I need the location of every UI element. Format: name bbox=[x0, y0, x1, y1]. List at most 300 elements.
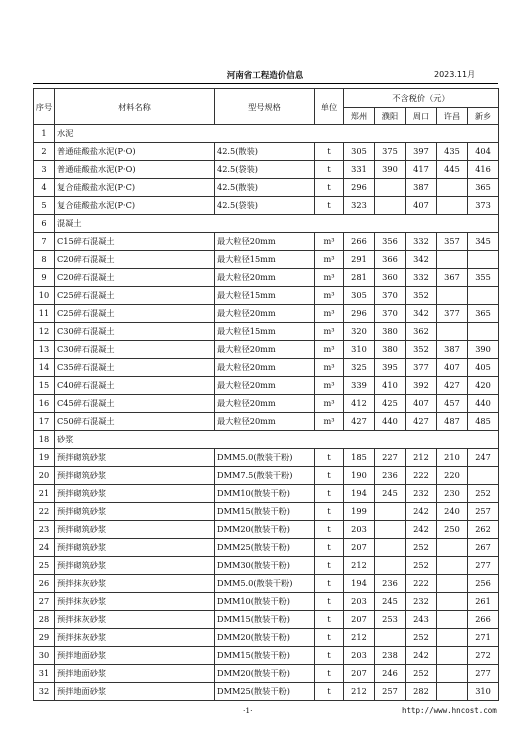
row-number: 23 bbox=[34, 521, 55, 539]
category-label: 砂浆 bbox=[55, 431, 499, 449]
row-number: 6 bbox=[34, 215, 55, 233]
price-cell: 332 bbox=[406, 269, 437, 287]
price-cell: 212 bbox=[406, 449, 437, 467]
price-cell: 277 bbox=[468, 557, 499, 575]
row-number: 30 bbox=[34, 647, 55, 665]
price-cell bbox=[437, 557, 468, 575]
col-header-city: 濮阳 bbox=[375, 108, 406, 125]
price-cell: 203 bbox=[344, 647, 375, 665]
material-name: C20碎石混凝土 bbox=[55, 269, 215, 287]
unit-cell: m³ bbox=[315, 233, 344, 251]
table-row bbox=[34, 305, 499, 323]
page-number: ·1· bbox=[243, 706, 253, 715]
price-cell: 296 bbox=[344, 179, 375, 197]
table-row bbox=[34, 161, 499, 179]
price-cell: 410 bbox=[375, 377, 406, 395]
unit-cell: t bbox=[315, 593, 344, 611]
price-cell: 256 bbox=[468, 575, 499, 593]
price-cell: 272 bbox=[468, 647, 499, 665]
price-cell bbox=[437, 323, 468, 341]
table-row bbox=[34, 377, 499, 395]
price-cell: 291 bbox=[344, 251, 375, 269]
material-spec: DMM20(散装干粉) bbox=[215, 521, 315, 539]
table-row bbox=[34, 611, 499, 629]
price-cell: 212 bbox=[344, 683, 375, 701]
price-cell: 445 bbox=[437, 161, 468, 179]
price-cell: 373 bbox=[468, 197, 499, 215]
table-row bbox=[34, 233, 499, 251]
unit-cell: m³ bbox=[315, 305, 344, 323]
price-cell: 407 bbox=[406, 197, 437, 215]
material-name: 预拌地面砂浆 bbox=[55, 683, 215, 701]
unit-cell: t bbox=[315, 629, 344, 647]
price-cell: 261 bbox=[468, 593, 499, 611]
material-spec: DMM25(散装干粉) bbox=[215, 683, 315, 701]
price-cell: 407 bbox=[406, 395, 437, 413]
unit-cell: t bbox=[315, 503, 344, 521]
table-row bbox=[34, 503, 499, 521]
row-number: 17 bbox=[34, 413, 55, 431]
row-number: 5 bbox=[34, 197, 55, 215]
price-cell: 267 bbox=[468, 539, 499, 557]
material-name: C25碎石混凝土 bbox=[55, 287, 215, 305]
price-cell: 271 bbox=[468, 629, 499, 647]
price-cell: 375 bbox=[375, 143, 406, 161]
material-name: C20碎石混凝土 bbox=[55, 251, 215, 269]
material-spec: 最大粒径20mm bbox=[215, 341, 315, 359]
row-number: 20 bbox=[34, 467, 55, 485]
price-cell: 352 bbox=[406, 341, 437, 359]
price-cell: 236 bbox=[375, 575, 406, 593]
table-row bbox=[34, 179, 499, 197]
price-cell: 190 bbox=[344, 467, 375, 485]
price-cell: 362 bbox=[406, 323, 437, 341]
material-spec: 42.5(袋装) bbox=[215, 197, 315, 215]
material-spec: DMM25(散装干粉) bbox=[215, 539, 315, 557]
price-cell: 331 bbox=[344, 161, 375, 179]
material-spec: DMM20(散装干粉) bbox=[215, 665, 315, 683]
price-cell bbox=[437, 593, 468, 611]
material-spec: DMM15(散装干粉) bbox=[215, 611, 315, 629]
unit-cell: t bbox=[315, 647, 344, 665]
price-cell bbox=[375, 503, 406, 521]
material-name: 预拌砌筑砂浆 bbox=[55, 557, 215, 575]
price-cell: 367 bbox=[437, 269, 468, 287]
table-row bbox=[34, 287, 499, 305]
col-header-spec: 型号规格 bbox=[215, 89, 315, 125]
price-cell: 356 bbox=[375, 233, 406, 251]
price-cell: 252 bbox=[406, 539, 437, 557]
price-cell: 339 bbox=[344, 377, 375, 395]
unit-cell: m³ bbox=[315, 359, 344, 377]
price-cell: 262 bbox=[468, 521, 499, 539]
price-cell: 387 bbox=[406, 179, 437, 197]
row-number: 19 bbox=[34, 449, 55, 467]
price-cell bbox=[437, 683, 468, 701]
material-name: 预拌抹灰砂浆 bbox=[55, 629, 215, 647]
col-header-price-group: 不含税价（元） bbox=[344, 89, 499, 108]
unit-cell: m³ bbox=[315, 413, 344, 431]
price-cell: 342 bbox=[406, 251, 437, 269]
unit-cell: t bbox=[315, 521, 344, 539]
material-spec: 最大粒径15mm bbox=[215, 323, 315, 341]
material-name: 复合硅酸盐水泥(P·C) bbox=[55, 179, 215, 197]
material-spec: DMM7.5(散装干粉) bbox=[215, 467, 315, 485]
table-row bbox=[34, 143, 499, 161]
row-number: 26 bbox=[34, 575, 55, 593]
price-cell: 395 bbox=[375, 359, 406, 377]
col-header-seq: 序号 bbox=[34, 89, 55, 125]
price-cell: 487 bbox=[437, 413, 468, 431]
col-header-city: 许昌 bbox=[437, 108, 468, 125]
price-cell: 212 bbox=[344, 629, 375, 647]
category-label: 混凝土 bbox=[55, 215, 499, 233]
table-row bbox=[34, 665, 499, 683]
price-cell bbox=[437, 197, 468, 215]
table-row bbox=[34, 647, 499, 665]
price-cell: 342 bbox=[406, 305, 437, 323]
price-cell: 238 bbox=[375, 647, 406, 665]
table-row bbox=[34, 269, 499, 287]
price-cell: 246 bbox=[375, 665, 406, 683]
col-header-city: 周口 bbox=[406, 108, 437, 125]
row-number: 4 bbox=[34, 179, 55, 197]
row-number: 10 bbox=[34, 287, 55, 305]
table-row bbox=[34, 539, 499, 557]
material-spec: DMM10(散装干粉) bbox=[215, 485, 315, 503]
price-cell: 220 bbox=[437, 467, 468, 485]
price-cell: 412 bbox=[344, 395, 375, 413]
price-cell: 365 bbox=[468, 305, 499, 323]
unit-cell: t bbox=[315, 683, 344, 701]
row-number: 22 bbox=[34, 503, 55, 521]
price-cell bbox=[437, 647, 468, 665]
row-number: 15 bbox=[34, 377, 55, 395]
table-row bbox=[34, 683, 499, 701]
unit-cell: m³ bbox=[315, 251, 344, 269]
price-cell bbox=[375, 197, 406, 215]
price-cell: 252 bbox=[406, 629, 437, 647]
price-cell: 323 bbox=[344, 197, 375, 215]
price-cell: 352 bbox=[406, 287, 437, 305]
price-cell: 407 bbox=[437, 359, 468, 377]
material-name: C25碎石混凝土 bbox=[55, 305, 215, 323]
material-spec: 最大粒径20mm bbox=[215, 305, 315, 323]
material-spec: DMM15(散装干粉) bbox=[215, 503, 315, 521]
material-spec: 最大粒径20mm bbox=[215, 413, 315, 431]
price-cell: 485 bbox=[468, 413, 499, 431]
unit-cell: t bbox=[315, 467, 344, 485]
price-cell: 240 bbox=[437, 503, 468, 521]
price-cell: 252 bbox=[406, 557, 437, 575]
price-cell: 457 bbox=[437, 395, 468, 413]
price-cell: 243 bbox=[406, 611, 437, 629]
price-cell: 199 bbox=[344, 503, 375, 521]
col-header-unit: 单位 bbox=[315, 89, 344, 125]
row-number: 31 bbox=[34, 665, 55, 683]
material-spec: 最大粒径15mm bbox=[215, 251, 315, 269]
category-row bbox=[34, 125, 499, 143]
material-spec: 最大粒径20mm bbox=[215, 377, 315, 395]
price-cell: 194 bbox=[344, 575, 375, 593]
price-cell: 296 bbox=[344, 305, 375, 323]
category-row bbox=[34, 431, 499, 449]
unit-cell: t bbox=[315, 575, 344, 593]
price-cell bbox=[437, 539, 468, 557]
price-cell: 207 bbox=[344, 611, 375, 629]
material-name: C45碎石混凝土 bbox=[55, 395, 215, 413]
table-row bbox=[34, 557, 499, 575]
price-cell bbox=[375, 521, 406, 539]
price-cell bbox=[437, 665, 468, 683]
row-number: 16 bbox=[34, 395, 55, 413]
price-cell: 232 bbox=[406, 485, 437, 503]
row-number: 9 bbox=[34, 269, 55, 287]
price-cell: 417 bbox=[406, 161, 437, 179]
material-spec: 最大粒径20mm bbox=[215, 233, 315, 251]
unit-cell: t bbox=[315, 179, 344, 197]
price-cell bbox=[437, 287, 468, 305]
price-cell: 380 bbox=[375, 341, 406, 359]
price-cell bbox=[375, 557, 406, 575]
row-number: 1 bbox=[34, 125, 55, 143]
price-cell: 230 bbox=[437, 485, 468, 503]
row-number: 7 bbox=[34, 233, 55, 251]
table-row bbox=[34, 449, 499, 467]
material-name: 普通硅酸盐水泥(P·O) bbox=[55, 143, 215, 161]
price-cell: 232 bbox=[406, 593, 437, 611]
row-number: 32 bbox=[34, 683, 55, 701]
price-cell: 203 bbox=[344, 593, 375, 611]
row-number: 27 bbox=[34, 593, 55, 611]
price-cell: 222 bbox=[406, 575, 437, 593]
unit-cell: m³ bbox=[315, 395, 344, 413]
price-cell: 252 bbox=[406, 665, 437, 683]
price-cell bbox=[468, 467, 499, 485]
price-cell: 266 bbox=[468, 611, 499, 629]
price-cell: 310 bbox=[344, 341, 375, 359]
row-number: 24 bbox=[34, 539, 55, 557]
price-cell: 416 bbox=[468, 161, 499, 179]
page-title: 河南省工程造价信息 bbox=[226, 71, 304, 81]
price-cell: 281 bbox=[344, 269, 375, 287]
table-row bbox=[34, 593, 499, 611]
price-cell bbox=[437, 611, 468, 629]
price-cell: 253 bbox=[375, 611, 406, 629]
row-number: 21 bbox=[34, 485, 55, 503]
price-cell: 185 bbox=[344, 449, 375, 467]
table-row bbox=[34, 341, 499, 359]
price-cell: 207 bbox=[344, 539, 375, 557]
col-header-city: 郑州 bbox=[344, 108, 375, 125]
material-spec: 42.5(袋装) bbox=[215, 161, 315, 179]
row-number: 25 bbox=[34, 557, 55, 575]
material-name: 预拌地面砂浆 bbox=[55, 647, 215, 665]
unit-cell: t bbox=[315, 539, 344, 557]
row-number: 11 bbox=[34, 305, 55, 323]
price-cell: 325 bbox=[344, 359, 375, 377]
material-name: 预拌砌筑砂浆 bbox=[55, 503, 215, 521]
row-number: 14 bbox=[34, 359, 55, 377]
price-cell: 245 bbox=[375, 593, 406, 611]
price-cell: 207 bbox=[344, 665, 375, 683]
table-row bbox=[34, 395, 499, 413]
material-spec: DMM30(散装干粉) bbox=[215, 557, 315, 575]
unit-cell: m³ bbox=[315, 323, 344, 341]
issue-date: 2023.11月 bbox=[434, 70, 476, 79]
row-number: 12 bbox=[34, 323, 55, 341]
price-cell: 266 bbox=[344, 233, 375, 251]
price-cell: 203 bbox=[344, 521, 375, 539]
material-name: C40碎石混凝土 bbox=[55, 377, 215, 395]
table-row bbox=[34, 323, 499, 341]
table-row bbox=[34, 251, 499, 269]
category-label: 水泥 bbox=[55, 125, 499, 143]
unit-cell: t bbox=[315, 449, 344, 467]
material-name: 预拌砌筑砂浆 bbox=[55, 521, 215, 539]
material-name: 预拌抹灰砂浆 bbox=[55, 593, 215, 611]
price-cell: 404 bbox=[468, 143, 499, 161]
price-cell bbox=[375, 179, 406, 197]
material-name: 预拌地面砂浆 bbox=[55, 665, 215, 683]
price-cell bbox=[437, 629, 468, 647]
price-cell: 427 bbox=[437, 377, 468, 395]
price-cell: 427 bbox=[344, 413, 375, 431]
price-cell bbox=[437, 251, 468, 269]
unit-cell: t bbox=[315, 143, 344, 161]
material-spec: DMM20(散装干粉) bbox=[215, 629, 315, 647]
price-cell: 242 bbox=[406, 503, 437, 521]
material-spec: 最大粒径20mm bbox=[215, 359, 315, 377]
material-name: 预拌砌筑砂浆 bbox=[55, 467, 215, 485]
price-table-body bbox=[34, 125, 499, 701]
price-cell: 245 bbox=[375, 485, 406, 503]
price-cell: 194 bbox=[344, 485, 375, 503]
material-spec: 42.5(散装) bbox=[215, 143, 315, 161]
price-cell: 320 bbox=[344, 323, 375, 341]
row-number: 18 bbox=[34, 431, 55, 449]
unit-cell: t bbox=[315, 485, 344, 503]
header-rule bbox=[33, 83, 498, 84]
price-cell: 247 bbox=[468, 449, 499, 467]
price-cell bbox=[375, 629, 406, 647]
row-number: 2 bbox=[34, 143, 55, 161]
price-cell: 440 bbox=[375, 413, 406, 431]
row-number: 28 bbox=[34, 611, 55, 629]
price-cell: 397 bbox=[406, 143, 437, 161]
unit-cell: t bbox=[315, 557, 344, 575]
material-name: 预拌砌筑砂浆 bbox=[55, 449, 215, 467]
table-row bbox=[34, 629, 499, 647]
table-row bbox=[34, 359, 499, 377]
unit-cell: m³ bbox=[315, 287, 344, 305]
price-cell: 310 bbox=[468, 683, 499, 701]
material-name: C15碎石混凝土 bbox=[55, 233, 215, 251]
price-cell: 377 bbox=[437, 305, 468, 323]
unit-cell: t bbox=[315, 161, 344, 179]
unit-cell: t bbox=[315, 611, 344, 629]
material-name: 普通硅酸盐水泥(P·O) bbox=[55, 161, 215, 179]
price-cell: 305 bbox=[344, 143, 375, 161]
category-row bbox=[34, 215, 499, 233]
material-spec: 最大粒径20mm bbox=[215, 269, 315, 287]
row-number: 13 bbox=[34, 341, 55, 359]
price-cell: 277 bbox=[468, 665, 499, 683]
price-cell: 366 bbox=[375, 251, 406, 269]
price-cell: 250 bbox=[437, 521, 468, 539]
table-row bbox=[34, 521, 499, 539]
price-cell: 387 bbox=[437, 341, 468, 359]
price-cell: 435 bbox=[437, 143, 468, 161]
table-row bbox=[34, 197, 499, 215]
unit-cell: t bbox=[315, 665, 344, 683]
price-cell: 390 bbox=[375, 161, 406, 179]
price-cell: 440 bbox=[468, 395, 499, 413]
material-spec: 最大粒径20mm bbox=[215, 395, 315, 413]
price-cell: 212 bbox=[344, 557, 375, 575]
unit-cell: m³ bbox=[315, 377, 344, 395]
price-cell: 236 bbox=[375, 467, 406, 485]
price-cell bbox=[437, 179, 468, 197]
price-cell: 357 bbox=[437, 233, 468, 251]
price-cell: 242 bbox=[406, 647, 437, 665]
price-cell: 282 bbox=[406, 683, 437, 701]
table-row bbox=[34, 485, 499, 503]
material-spec: DMM15(散装干粉) bbox=[215, 647, 315, 665]
price-cell: 360 bbox=[375, 269, 406, 287]
price-cell: 425 bbox=[375, 395, 406, 413]
price-cell: 257 bbox=[468, 503, 499, 521]
unit-cell: t bbox=[315, 197, 344, 215]
price-cell: 222 bbox=[406, 467, 437, 485]
price-cell bbox=[468, 323, 499, 341]
table-row bbox=[34, 575, 499, 593]
price-cell: 242 bbox=[406, 521, 437, 539]
material-name: 复合硅酸盐水泥(P·C) bbox=[55, 197, 215, 215]
price-cell: 390 bbox=[468, 341, 499, 359]
price-cell: 392 bbox=[406, 377, 437, 395]
price-cell: 380 bbox=[375, 323, 406, 341]
material-name: C50碎石混凝土 bbox=[55, 413, 215, 431]
price-cell: 210 bbox=[437, 449, 468, 467]
price-cell bbox=[468, 287, 499, 305]
row-number: 3 bbox=[34, 161, 55, 179]
price-cell: 365 bbox=[468, 179, 499, 197]
price-cell: 345 bbox=[468, 233, 499, 251]
unit-cell: m³ bbox=[315, 269, 344, 287]
material-name: C35碎石混凝土 bbox=[55, 359, 215, 377]
material-name: 预拌砌筑砂浆 bbox=[55, 485, 215, 503]
price-cell: 355 bbox=[468, 269, 499, 287]
material-name: C30碎石混凝土 bbox=[55, 341, 215, 359]
col-header-city: 新乡 bbox=[468, 108, 499, 125]
row-number: 8 bbox=[34, 251, 55, 269]
table-row bbox=[34, 413, 499, 431]
price-cell bbox=[375, 539, 406, 557]
price-cell: 420 bbox=[468, 377, 499, 395]
footer-url: http://www.hncost.com bbox=[402, 706, 497, 715]
material-spec: DMM10(散装干粉) bbox=[215, 593, 315, 611]
material-spec: DMM5.0(散装干粉) bbox=[215, 449, 315, 467]
price-table bbox=[33, 88, 499, 701]
material-spec: 42.5(散装) bbox=[215, 179, 315, 197]
material-name: 预拌砌筑砂浆 bbox=[55, 539, 215, 557]
price-cell: 305 bbox=[344, 287, 375, 305]
unit-cell: m³ bbox=[315, 341, 344, 359]
material-name: C30碎石混凝土 bbox=[55, 323, 215, 341]
table-row bbox=[34, 467, 499, 485]
material-spec: 最大粒径15mm bbox=[215, 287, 315, 305]
